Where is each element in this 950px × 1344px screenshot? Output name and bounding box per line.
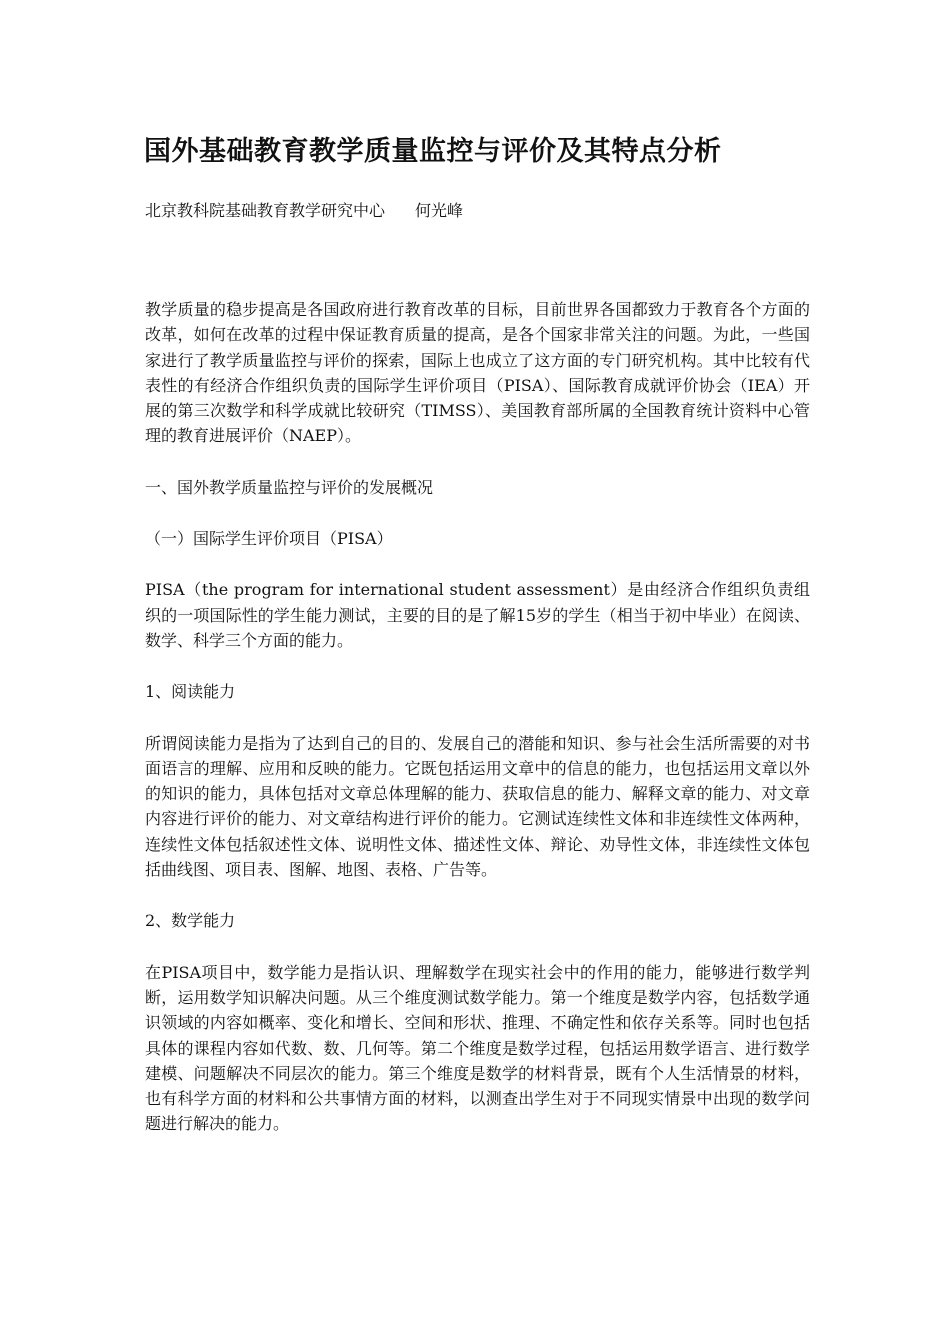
reading-paragraph: 所谓阅读能力是指为了达到自己的目的、发展自己的潜能和知识、参与社会生活所需要的对书面语言的理解、应用和反映的能力。它既包括运用文章中的信息的能力，也包括运用文章以外的知识的能力，具体包括对文章总体理解的能力、获取信息的能力、解释文章的能力、对文章内容进行评价的能力、对文章结构进行评价的能力。它测试连续性文体和非连续性文体两种，连续性文体包括叙述性文体、说明性文体、描述性文体、辩论、劝导性文体，非连续性文体包括曲线图、项目表、图解、地图、表格、广告等。 (145, 733, 810, 880)
document-title: 国外基础教育教学质量监控与评价及其特点分析 (144, 136, 722, 167)
math-paragraph: 在PISA项目中，数学能力是指认识、理解数学在现实社会中的作用的能力，能够进行数学判断，运用数学知识解决问题。从三个维度测试数学能力。第一个维度是数学内容，包括数学通识领域的内容如概率、变化和增长、空间和形状、推理、不确定性和依存关系等。同时也包括具体的课程内容如代数、数、几何等。第二个维度是数学过程，包括运用数学语言、进行数学建模、问题解决不同层次的能力。第三个维度是数学的材料背景，既有个人生活情景的材料，也有科学方面的材料和公共事情方面的材料，以测查出学生对于不同现实情景中出现的数学问题进行解决的能力。 (145, 962, 810, 1134)
byline (145, 199, 463, 223)
section-heading-1: 一、国外教学质量监控与评价的发展概况 (145, 477, 434, 497)
intro-paragraph: 教学质量的稳步提高是各国政府进行教育改革的目标，目前世界各国都致力于教育各个方面的改革，如何在改革的过程中保证教育质量的提高，是各个国家非常关注的问题。为此，一些国家进行了教学质量监控与评价的探索，国际上也成立了这方面的专门研究机构。其中比较有代表性的有经济合作组织负责的国际学生评价项目（PISA）、国际教育成就评价协会（IEA）开展的第三次数学和科学成就比较研究（TIMSS）、美国教育部所属的全国教育统计资料中心管理的教育进展评价（NAEP）。 (145, 300, 810, 446)
subsection-heading-pisa: （一）国际学生评价项目（PISA） (145, 529, 393, 549)
affiliation: 北京教科院基础教育教学研究中心 (145, 201, 386, 220)
reading-heading: 1、阅读能力 (145, 682, 236, 702)
author-name: 何光峰 (415, 201, 464, 220)
document-body (145, 297, 810, 1163)
pisa-paragraph: PISA（the program for international student assessment）是由经济合作组织负责组织的一项国际性的学生能力测试，主要的目的是了解15岁的学生（相当于初中毕业）在阅读、数学、科学三个方面的能力。 (145, 580, 810, 650)
math-heading: 2、数学能力 (145, 911, 236, 931)
